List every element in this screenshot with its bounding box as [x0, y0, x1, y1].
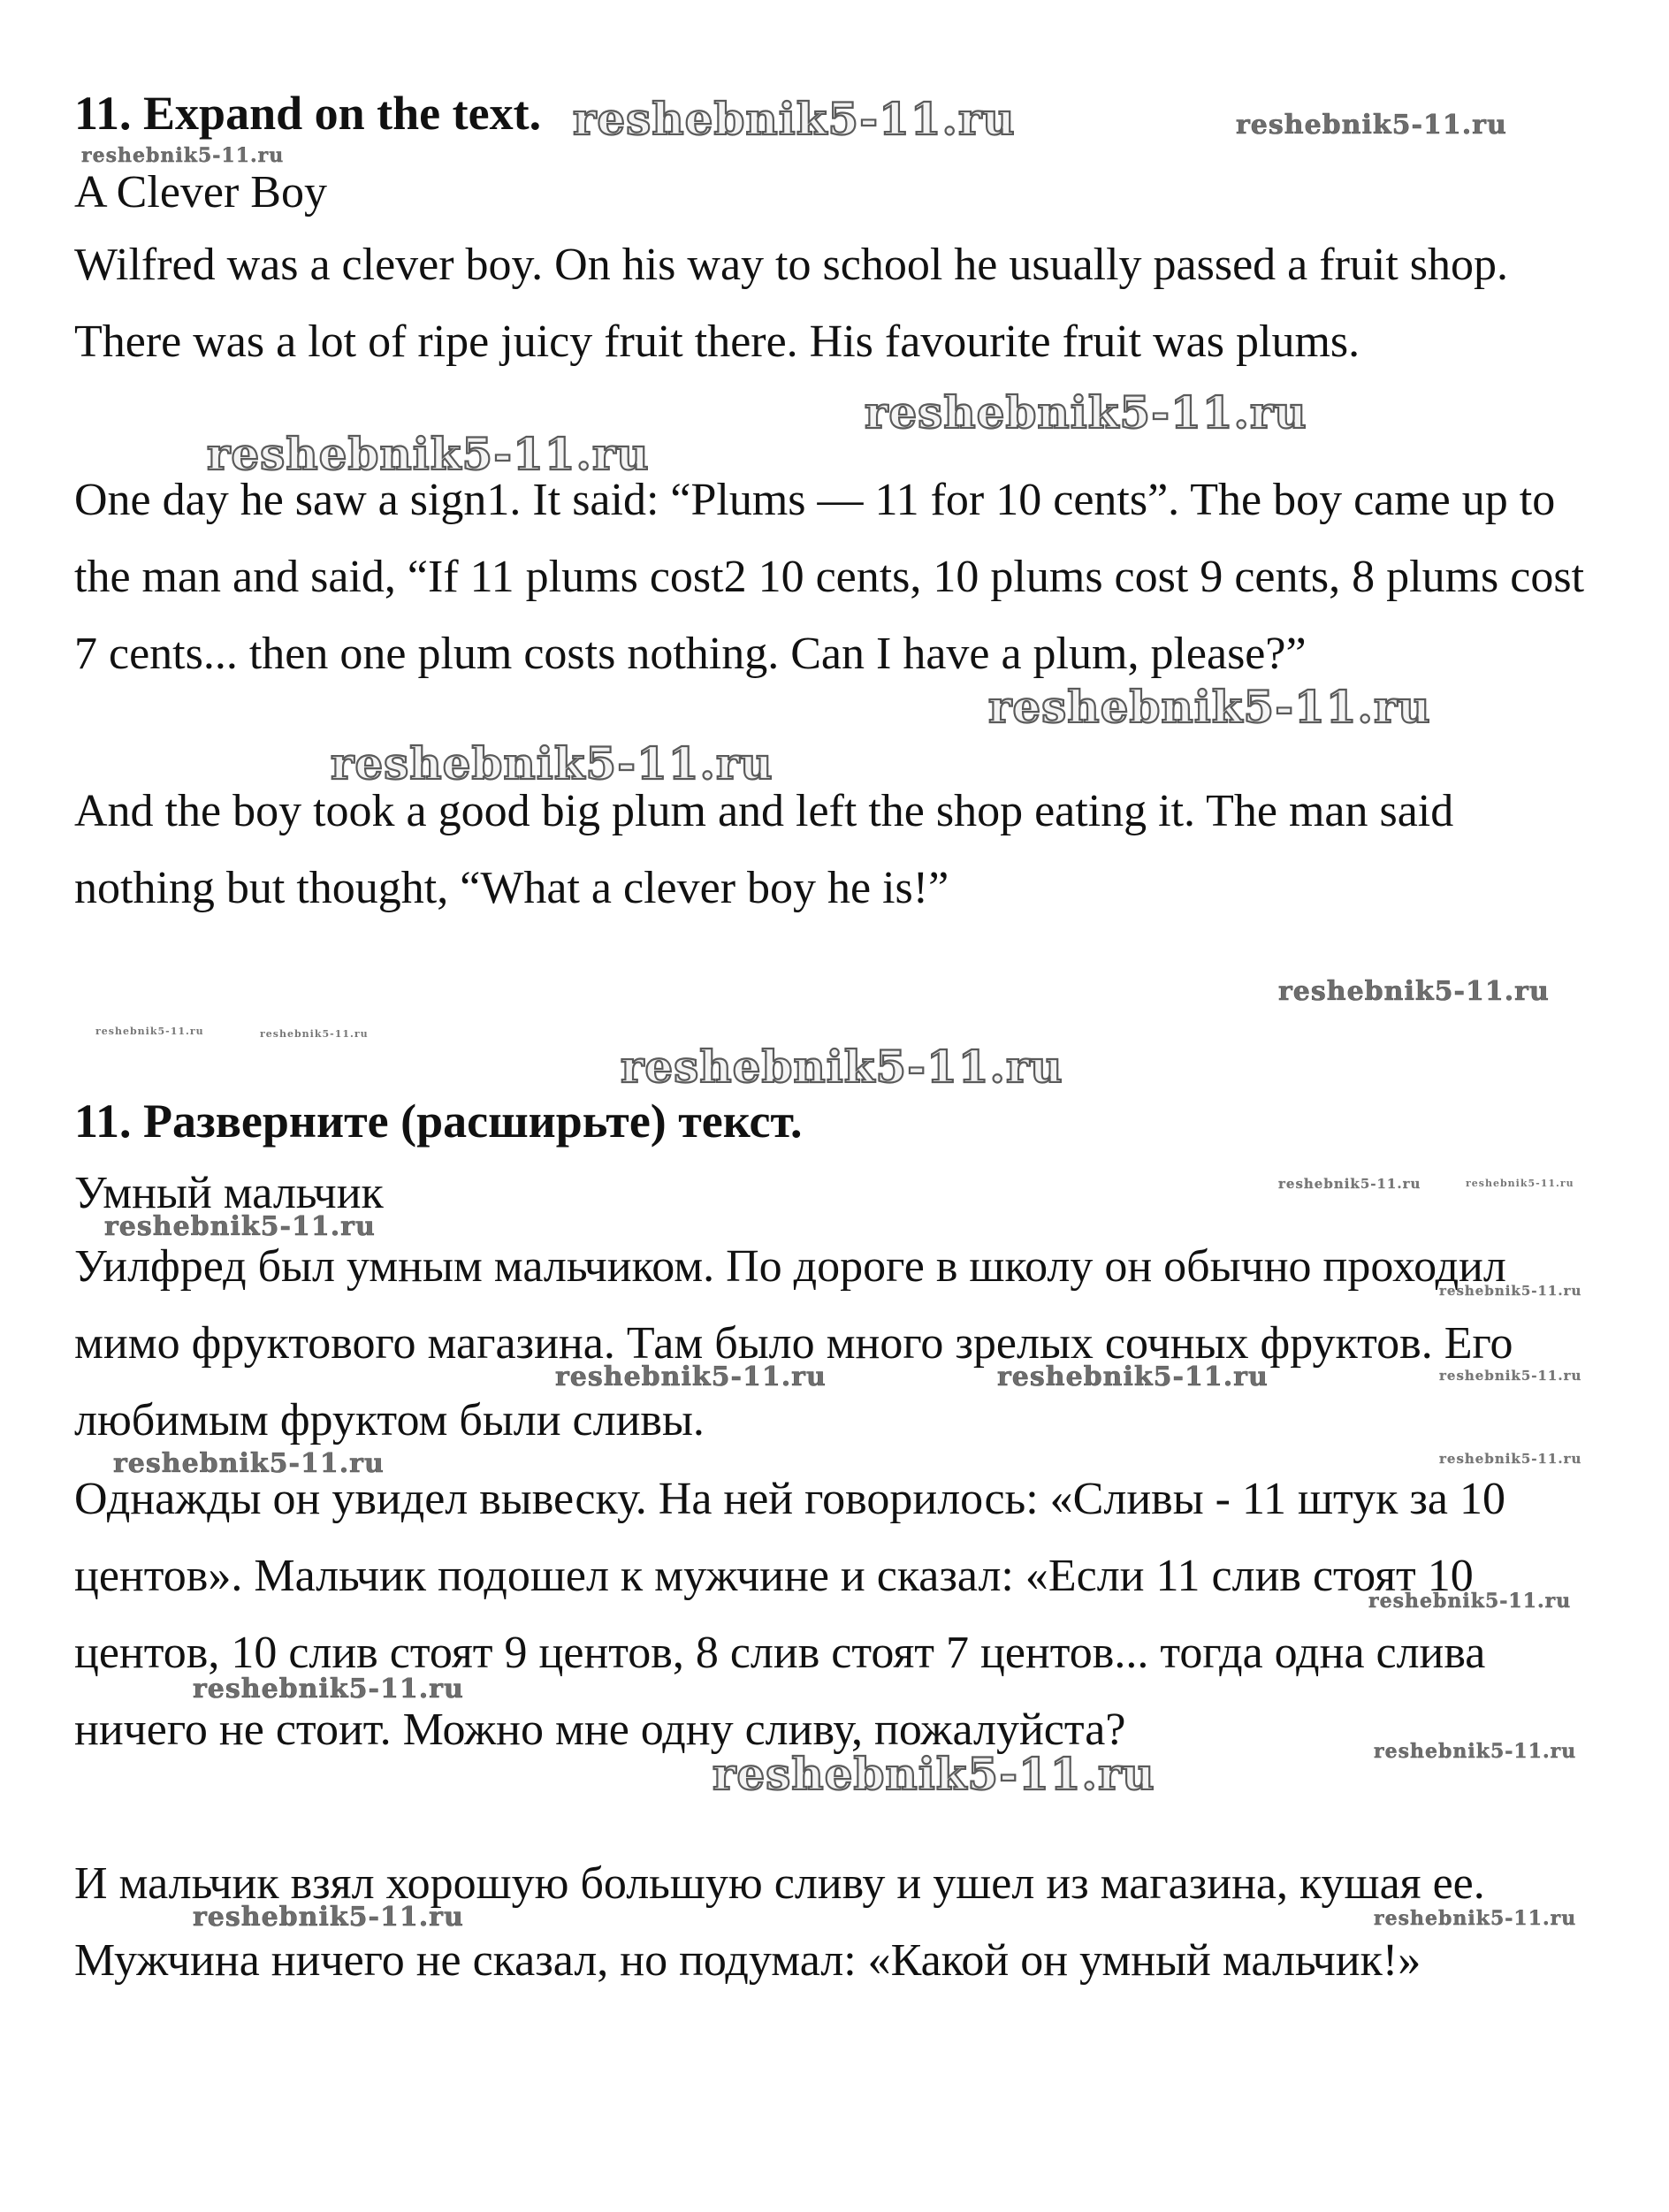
watermark-stamp: reshebnik5-11.ru	[555, 1362, 827, 1392]
watermark-stamp: reshebnik5-11.ru	[331, 737, 774, 789]
watermark-stamp: reshebnik5-11.ru	[1439, 1451, 1582, 1467]
watermark-stamp: reshebnik5-11.ru	[193, 1674, 464, 1705]
english-title: A Clever Boy	[74, 167, 327, 217]
russian-title: Умный мальчик	[74, 1168, 384, 1218]
english-heading: 11. Expand on the text.	[74, 87, 542, 140]
watermark-stamp: reshebnik5-11.ru	[1368, 1590, 1572, 1613]
watermark-stamp: reshebnik5-11.ru	[95, 1026, 204, 1037]
watermark-stamp: reshebnik5-11.ru	[207, 428, 650, 480]
watermark-stamp: reshebnik5-11.ru	[1466, 1178, 1574, 1189]
watermark-stamp: reshebnik5-11.ru	[1374, 1740, 1577, 1763]
russian-paragraph-1: Уилфред был умным мальчиком. По дороге в школу он обычно проходил мимо фруктового магазина. Там было много зрелых сочных фруктов. Его любимым фруктом были сливы.	[74, 1241, 1513, 1445]
watermark-stamp: reshebnik5-11.ru	[113, 1448, 385, 1479]
watermark-stamp: reshebnik5-11.ru	[1236, 110, 1507, 141]
watermark-stamp: reshebnik5-11.ru	[81, 144, 285, 167]
watermark-stamp: reshebnik5-11.ru	[1278, 1176, 1421, 1192]
english-paragraph-1: Wilfred was a clever boy. On his way to school he usually passed a fruit shop. There was a lot of ripe juicy fruit there. His favourite fruit was plums.	[74, 240, 1509, 367]
russian-paragraph-3: И мальчик взял хорошую большую сливу и ушел из магазина, кушая ее. Мужчина ничего не сказал, но подумал: «Какой он умный мальчик!»	[74, 1858, 1485, 1986]
watermark-stamp: reshebnik5-11.ru	[260, 1028, 369, 1040]
russian-heading: 11. Разверните (расширьте) текст.	[74, 1095, 803, 1148]
watermark-stamp: reshebnik5-11.ru	[1439, 1283, 1582, 1299]
english-paragraph-3: And the boy took a good big plum and left the shop eating it. The man said nothing but thought, “What a clever boy he is!”	[74, 786, 1454, 913]
watermark-stamp: reshebnik5-11.ru	[104, 1211, 376, 1242]
watermark-stamp: reshebnik5-11.ru	[193, 1902, 464, 1933]
russian-paragraph-2: Однажды он увидел вывеску. На ней говорилось: «Сливы - 11 штук за 10 центов». Мальчик подошел к мужчине и сказал: «Если 11 слив стоят 10 центов, 10 слив стоят 9 центов, 8 слив стоят 7 центов... тогда одна слива ничего не стоит. Можно мне одну сливу, пожалуйста?	[74, 1474, 1505, 1755]
watermark-stamp: reshebnik5-11.ru	[1278, 976, 1550, 1007]
watermark-stamp: reshebnik5-11.ru	[1439, 1368, 1582, 1384]
english-paragraph-2: One day he saw a sign1. It said: “Plums — 11 for 10 cents”. The boy came up to the man and said, “If 11 plums cost2 10 cents, 10 plums cost 9 cents, 8 plums cost 7 cents... then one plum costs nothing. Can I have a plum, please?”	[74, 475, 1585, 679]
watermark-stamp: reshebnik5-11.ru	[573, 93, 1016, 145]
watermark-stamp: reshebnik5-11.ru	[713, 1748, 1155, 1800]
watermark-stamp: reshebnik5-11.ru	[865, 386, 1307, 439]
watermark-stamp: reshebnik5-11.ru	[988, 681, 1431, 733]
watermark-stamp: reshebnik5-11.ru	[1374, 1907, 1577, 1930]
watermark-stamp: reshebnik5-11.ru	[997, 1362, 1269, 1392]
watermark-stamp: reshebnik5-11.ru	[621, 1041, 1063, 1093]
